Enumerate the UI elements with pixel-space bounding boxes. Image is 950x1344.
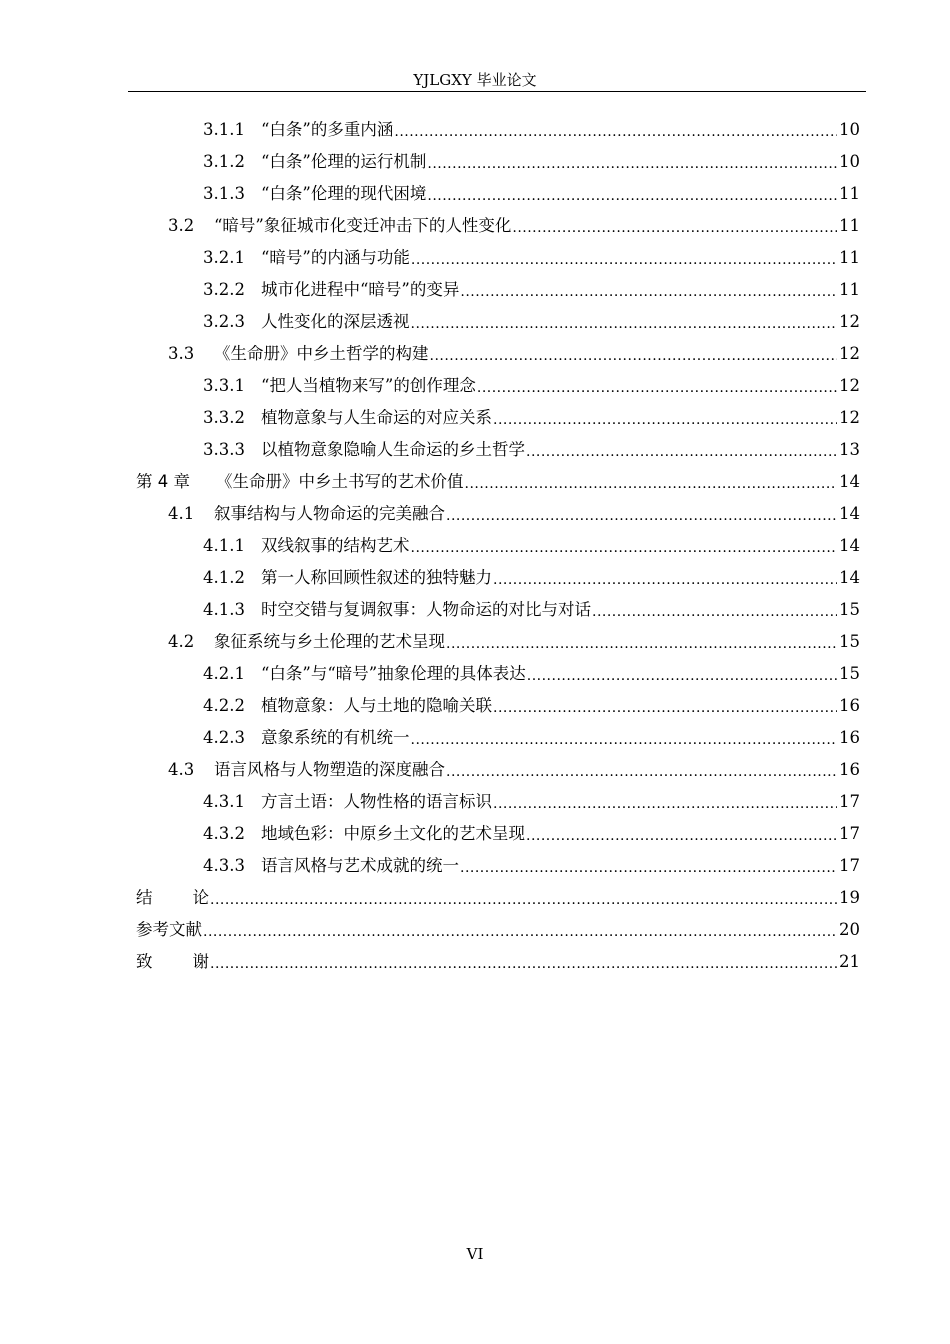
toc-entry-number: 4.2.3 [203,728,245,747]
toc-dot-leader [493,786,837,818]
toc-dot-leader [465,466,838,498]
toc-entry-number: 4.3.2 [203,824,245,843]
toc-entry-number: 4.1.3 [203,600,245,619]
toc-entry-number: 3.2.1 [203,248,245,267]
footer-page-number: VI [466,1245,484,1263]
table-of-contents [0,114,950,978]
toc-entry-page: 11 [839,216,860,235]
toc-entry[interactable] [0,274,950,306]
toc-dot-leader [592,594,837,626]
toc-entry[interactable] [0,946,950,978]
toc-entry-page: 14 [839,472,860,491]
toc-entry[interactable] [0,882,950,914]
toc-entry-page: 19 [839,888,860,907]
toc-entry-page: 16 [839,760,860,779]
toc-entry-number: 3.1.3 [203,184,245,203]
toc-entry-title: 叙事结构与人物命运的完美融合 [214,504,445,523]
toc-entry-number: 3.2 [168,216,195,235]
toc-entry-title: 方言土语：人物性格的语言标识 [261,792,492,811]
toc-entry-title: 城市化进程中“暗号”的变异 [261,280,460,299]
toc-entry-title: 以植物意象隐喻人生命运的乡土哲学 [261,440,525,459]
running-header-title: YJLGXY 毕业论文 [413,71,537,89]
toc-entry-page: 11 [839,248,860,267]
toc-entry-number: 第 4 章 [136,472,190,491]
toc-entry-page: 17 [839,856,860,875]
toc-entry-title: 双线叙事的结构艺术 [261,536,410,555]
toc-entry[interactable] [0,786,950,818]
toc-entry-title: 植物意象与人生命运的对应关系 [261,408,492,427]
toc-dot-leader [446,498,837,530]
toc-entry-number: 3.3.1 [203,376,245,395]
toc-entry-page: 12 [839,376,860,395]
toc-entry-title: 语言风格与艺术成就的统一 [261,856,459,875]
toc-entry-number: 4.2.2 [203,696,245,715]
toc-dot-leader [427,178,837,210]
toc-entry-number: 3.1.2 [203,152,245,171]
toc-entry-number: 3.2.3 [203,312,245,331]
toc-entry-page: 14 [839,568,860,587]
toc-entry-number: 4.1.1 [203,536,245,555]
toc-dot-leader [430,338,838,370]
toc-entry[interactable] [0,626,950,658]
toc-dot-leader [394,114,837,146]
toc-dot-leader [526,818,837,850]
toc-dot-leader [446,626,837,658]
toc-entry-number: 4.2.1 [203,664,245,683]
toc-entry[interactable] [0,530,950,562]
toc-dot-leader [527,658,837,690]
toc-entry[interactable] [0,114,950,146]
toc-entry-number: 4.1.2 [203,568,245,587]
toc-entry-page: 16 [839,728,860,747]
toc-entry-page: 17 [839,824,860,843]
header-rule [128,91,866,92]
toc-dot-leader [411,306,838,338]
toc-dot-leader [411,242,837,274]
toc-dot-leader [493,402,837,434]
toc-entry-page: 15 [839,632,860,651]
toc-dot-leader [203,914,837,946]
toc-entry-page: 14 [839,536,860,555]
toc-entry[interactable] [0,594,950,626]
toc-dot-leader [446,754,837,786]
toc-entry[interactable] [0,434,950,466]
toc-entry-number: 3.3.2 [203,408,245,427]
toc-entry-page: 20 [839,920,860,939]
toc-dot-leader [411,530,838,562]
toc-entry-title: 结论 [136,888,249,907]
toc-dot-leader [210,882,837,914]
toc-entry-title: 语言风格与人物塑造的深度融合 [214,760,445,779]
toc-entry-page: 13 [839,440,860,459]
toc-entry[interactable] [0,818,950,850]
toc-entry-number: 3.2.2 [203,280,245,299]
toc-entry-title: 《生命册》中乡土书写的艺术价值 [216,472,464,491]
toc-entry-title: 人性变化的深层透视 [261,312,410,331]
toc-entry-title: 《生命册》中乡土哲学的构建 [214,344,429,363]
toc-entry-page: 12 [839,344,860,363]
toc-entry[interactable] [0,498,950,530]
toc-entry-number: 4.3.3 [203,856,245,875]
toc-entry[interactable] [0,690,950,722]
toc-entry[interactable] [0,146,950,178]
toc-entry-number: 3.1.1 [203,120,245,139]
toc-entry[interactable] [0,850,950,882]
toc-entry-page: 15 [839,600,860,619]
toc-dot-leader [512,210,837,242]
toc-entry[interactable] [0,914,950,946]
toc-entry-page: 10 [839,120,860,139]
toc-entry[interactable] [0,402,950,434]
toc-entry-title: 时空交错与复调叙事：人物命运的对比与对话 [261,600,591,619]
toc-entry-number: 3.3 [168,344,195,363]
toc-entry[interactable] [0,722,950,754]
toc-entry-number: 4.3.1 [203,792,245,811]
toc-entry[interactable] [0,178,950,210]
toc-entry-title: 象征系统与乡土伦理的艺术呈现 [214,632,445,651]
toc-entry-title: 第一人称回顾性叙述的独特魅力 [261,568,492,587]
toc-entry-title: 植物意象：人与土地的隐喻关联 [261,696,492,715]
toc-entry-title: “暗号”的内涵与功能 [261,248,410,267]
toc-entry-title: 致谢 [136,952,249,971]
toc-entry-page: 14 [839,504,860,523]
toc-entry-number: 4.3 [168,760,195,779]
toc-entry-page: 12 [839,312,860,331]
toc-entry[interactable] [0,338,950,370]
toc-dot-leader [210,946,837,978]
toc-entry-page: 21 [839,952,860,971]
toc-entry-title: “白条”的多重内涵 [261,120,394,139]
toc-entry-page: 11 [839,280,860,299]
toc-entry-page: 11 [839,184,860,203]
toc-entry-title: 参考文献 [136,920,202,939]
toc-entry-title: “把人当植物来写”的创作理念 [261,376,476,395]
toc-entry[interactable] [0,210,950,242]
toc-entry-title: “白条”与“暗号”抽象伦理的具体表达 [261,664,526,683]
toc-entry-number: 4.2 [168,632,195,651]
toc-dot-leader [493,562,837,594]
toc-entry[interactable] [0,306,950,338]
toc-dot-leader [460,850,837,882]
toc-entry-page: 10 [839,152,860,171]
toc-entry[interactable] [0,466,950,498]
toc-entry-page: 16 [839,696,860,715]
toc-entry-title: “白条”伦理的运行机制 [261,152,427,171]
toc-entry-page: 15 [839,664,860,683]
toc-dot-leader [477,370,837,402]
toc-dot-leader [526,434,837,466]
toc-entry-title: 地域色彩：中原乡土文化的艺术呈现 [261,824,525,843]
toc-entry-page: 17 [839,792,860,811]
toc-entry-title: 意象系统的有机统一 [261,728,410,747]
toc-dot-leader [493,690,837,722]
toc-entry[interactable] [0,658,950,690]
toc-entry-page: 12 [839,408,860,427]
toc-dot-leader [411,722,838,754]
toc-entry[interactable] [0,754,950,786]
toc-entry[interactable] [0,370,950,402]
toc-entry-number: 3.3.3 [203,440,245,459]
toc-entry[interactable] [0,562,950,594]
toc-dot-leader [427,146,837,178]
toc-entry-number: 4.1 [168,504,195,523]
toc-dot-leader [460,274,837,306]
toc-entry-title: “暗号”象征城市化变迁冲击下的人性变化 [214,216,512,235]
toc-entry[interactable] [0,242,950,274]
toc-entry-title: “白条”伦理的现代困境 [261,184,427,203]
